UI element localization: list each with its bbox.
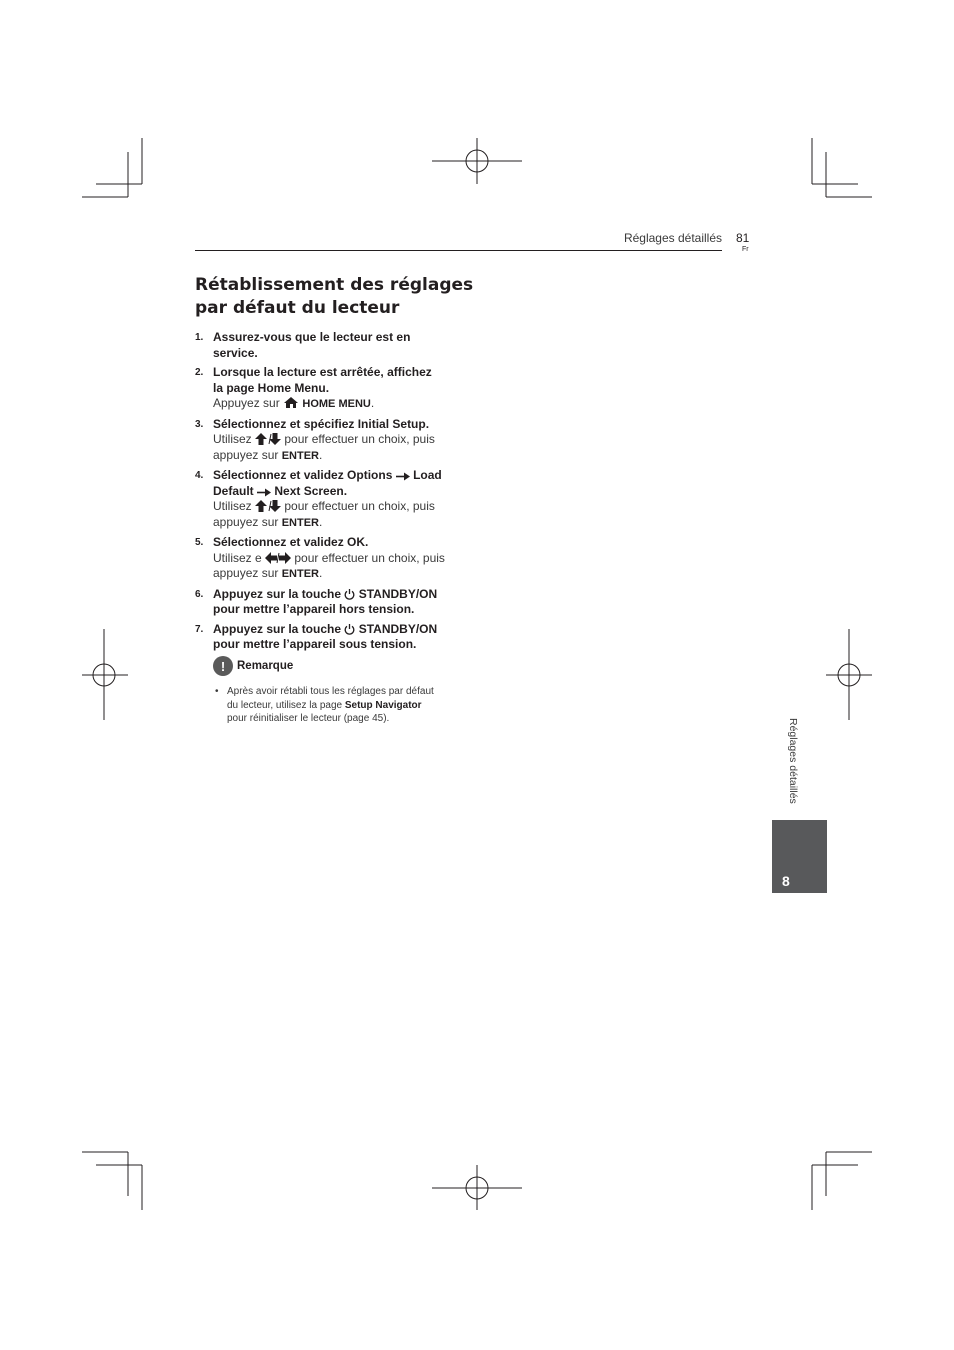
desc-text: .	[319, 447, 323, 462]
step-title	[213, 330, 465, 361]
left-right-arrows-icon	[265, 552, 291, 564]
title-line-2: par défaut du lecteur	[195, 298, 400, 318]
step-3	[195, 417, 465, 465]
header-rule	[195, 250, 722, 251]
right-arrow-icon	[396, 472, 410, 481]
desc-text: appuyez sur	[213, 514, 279, 529]
note-text: du lecteur, utilisez la page	[227, 699, 343, 711]
step-list	[195, 330, 465, 657]
power-icon	[344, 624, 355, 635]
right-arrow-icon	[257, 488, 271, 497]
desc-text: pour effectuer un choix, puis	[294, 550, 445, 565]
step-title-line: Default	[213, 483, 254, 498]
step-number: 1.	[195, 332, 204, 343]
step-1	[195, 330, 465, 361]
desc-text: .	[319, 514, 323, 529]
step-number: 3.	[195, 418, 204, 430]
enter-key: ENTER	[281, 568, 319, 580]
step-title-line: pour mettre l’appareil hors tension.	[213, 602, 415, 616]
desc-text: Utilisez	[213, 432, 252, 446]
home-menu-key: HOME MENU	[302, 398, 371, 410]
step-number: 5.	[195, 537, 204, 548]
desc-text: Utilisez e	[213, 550, 262, 565]
enter-key: ENTER	[281, 516, 319, 529]
step-title	[213, 535, 465, 551]
desc-text: Utilisez	[213, 499, 252, 513]
step-title-line: Load	[413, 468, 442, 482]
step-title-line: Assurez-vous que le lecteur est en	[213, 330, 411, 344]
step-title-line: Next Screen.	[274, 483, 348, 498]
note-header	[213, 656, 463, 676]
page-language: Fr	[742, 246, 749, 253]
up-down-arrows-icon	[255, 433, 281, 445]
step-title-line: Sélectionnez et spécifiez Initial Setup.	[213, 416, 430, 431]
step-number: 7.	[195, 623, 204, 635]
step-title-line: pour mettre l’appareil sous tension.	[213, 637, 417, 651]
step-description	[213, 396, 465, 413]
desc-text: appuyez sur	[213, 566, 279, 580]
home-icon	[283, 396, 299, 409]
step-description	[213, 499, 465, 531]
running-header: Réglages détaillés	[623, 231, 722, 245]
step-5	[195, 535, 465, 583]
step-6	[195, 587, 465, 618]
chapter-number: 8	[782, 873, 790, 889]
chapter-tab	[772, 820, 827, 893]
desc-text: pour effectuer un choix, puis	[284, 499, 435, 513]
step-title-line: la page Home Menu.	[213, 380, 330, 395]
page-number: 81	[736, 231, 750, 245]
enter-key: ENTER	[281, 449, 319, 462]
note-text: pour réinitialiser le lecteur (page 45).	[227, 713, 390, 724]
title-line-1: Rétablissement des réglages	[195, 275, 474, 295]
step-title-line: Lorsque la lecture est arrêtée, affichez	[213, 365, 432, 379]
step-2	[195, 365, 465, 413]
step-7	[195, 622, 465, 653]
step-title	[213, 417, 465, 433]
step-description	[213, 432, 465, 464]
note-section	[213, 656, 463, 726]
step-description	[213, 551, 465, 583]
step-title-line: Appuyez sur la touche	[213, 621, 342, 636]
standby-on-key: STANDBY/ON	[358, 621, 438, 636]
step-title-line: Sélectionnez et validez OK.	[213, 535, 369, 549]
up-down-arrows-icon	[255, 500, 281, 512]
note-text: Après avoir rétabli tous les réglages par défaut	[227, 686, 434, 697]
step-title	[213, 622, 465, 653]
desc-text: .	[370, 396, 375, 410]
note-title: Remarque	[237, 660, 294, 672]
note-bullet: •	[215, 686, 219, 697]
step-title-line: Sélectionnez et validez Options	[213, 468, 393, 482]
step-title	[213, 468, 465, 499]
step-number: 2.	[195, 367, 204, 378]
step-4	[195, 468, 465, 531]
desc-text: Appuyez sur	[213, 396, 280, 410]
desc-text: pour effectuer un choix, puis	[284, 432, 435, 446]
step-title-line: Appuyez sur la touche	[213, 586, 342, 601]
side-chapter-label: Réglages détaillés	[787, 718, 799, 804]
step-title	[213, 365, 465, 396]
power-icon	[344, 589, 355, 600]
standby-on-key: STANDBY/ON	[358, 586, 438, 601]
step-title	[213, 587, 465, 618]
step-number: 4.	[195, 470, 204, 481]
note-item	[213, 685, 463, 726]
desc-text: .	[319, 566, 323, 580]
step-title-line: service.	[213, 345, 258, 360]
setup-navigator-key: Setup Navigator	[344, 699, 422, 711]
desc-text: appuyez sur	[213, 447, 279, 462]
section-title	[195, 274, 495, 320]
step-number: 6.	[195, 588, 204, 600]
note-badge: !	[213, 656, 233, 676]
